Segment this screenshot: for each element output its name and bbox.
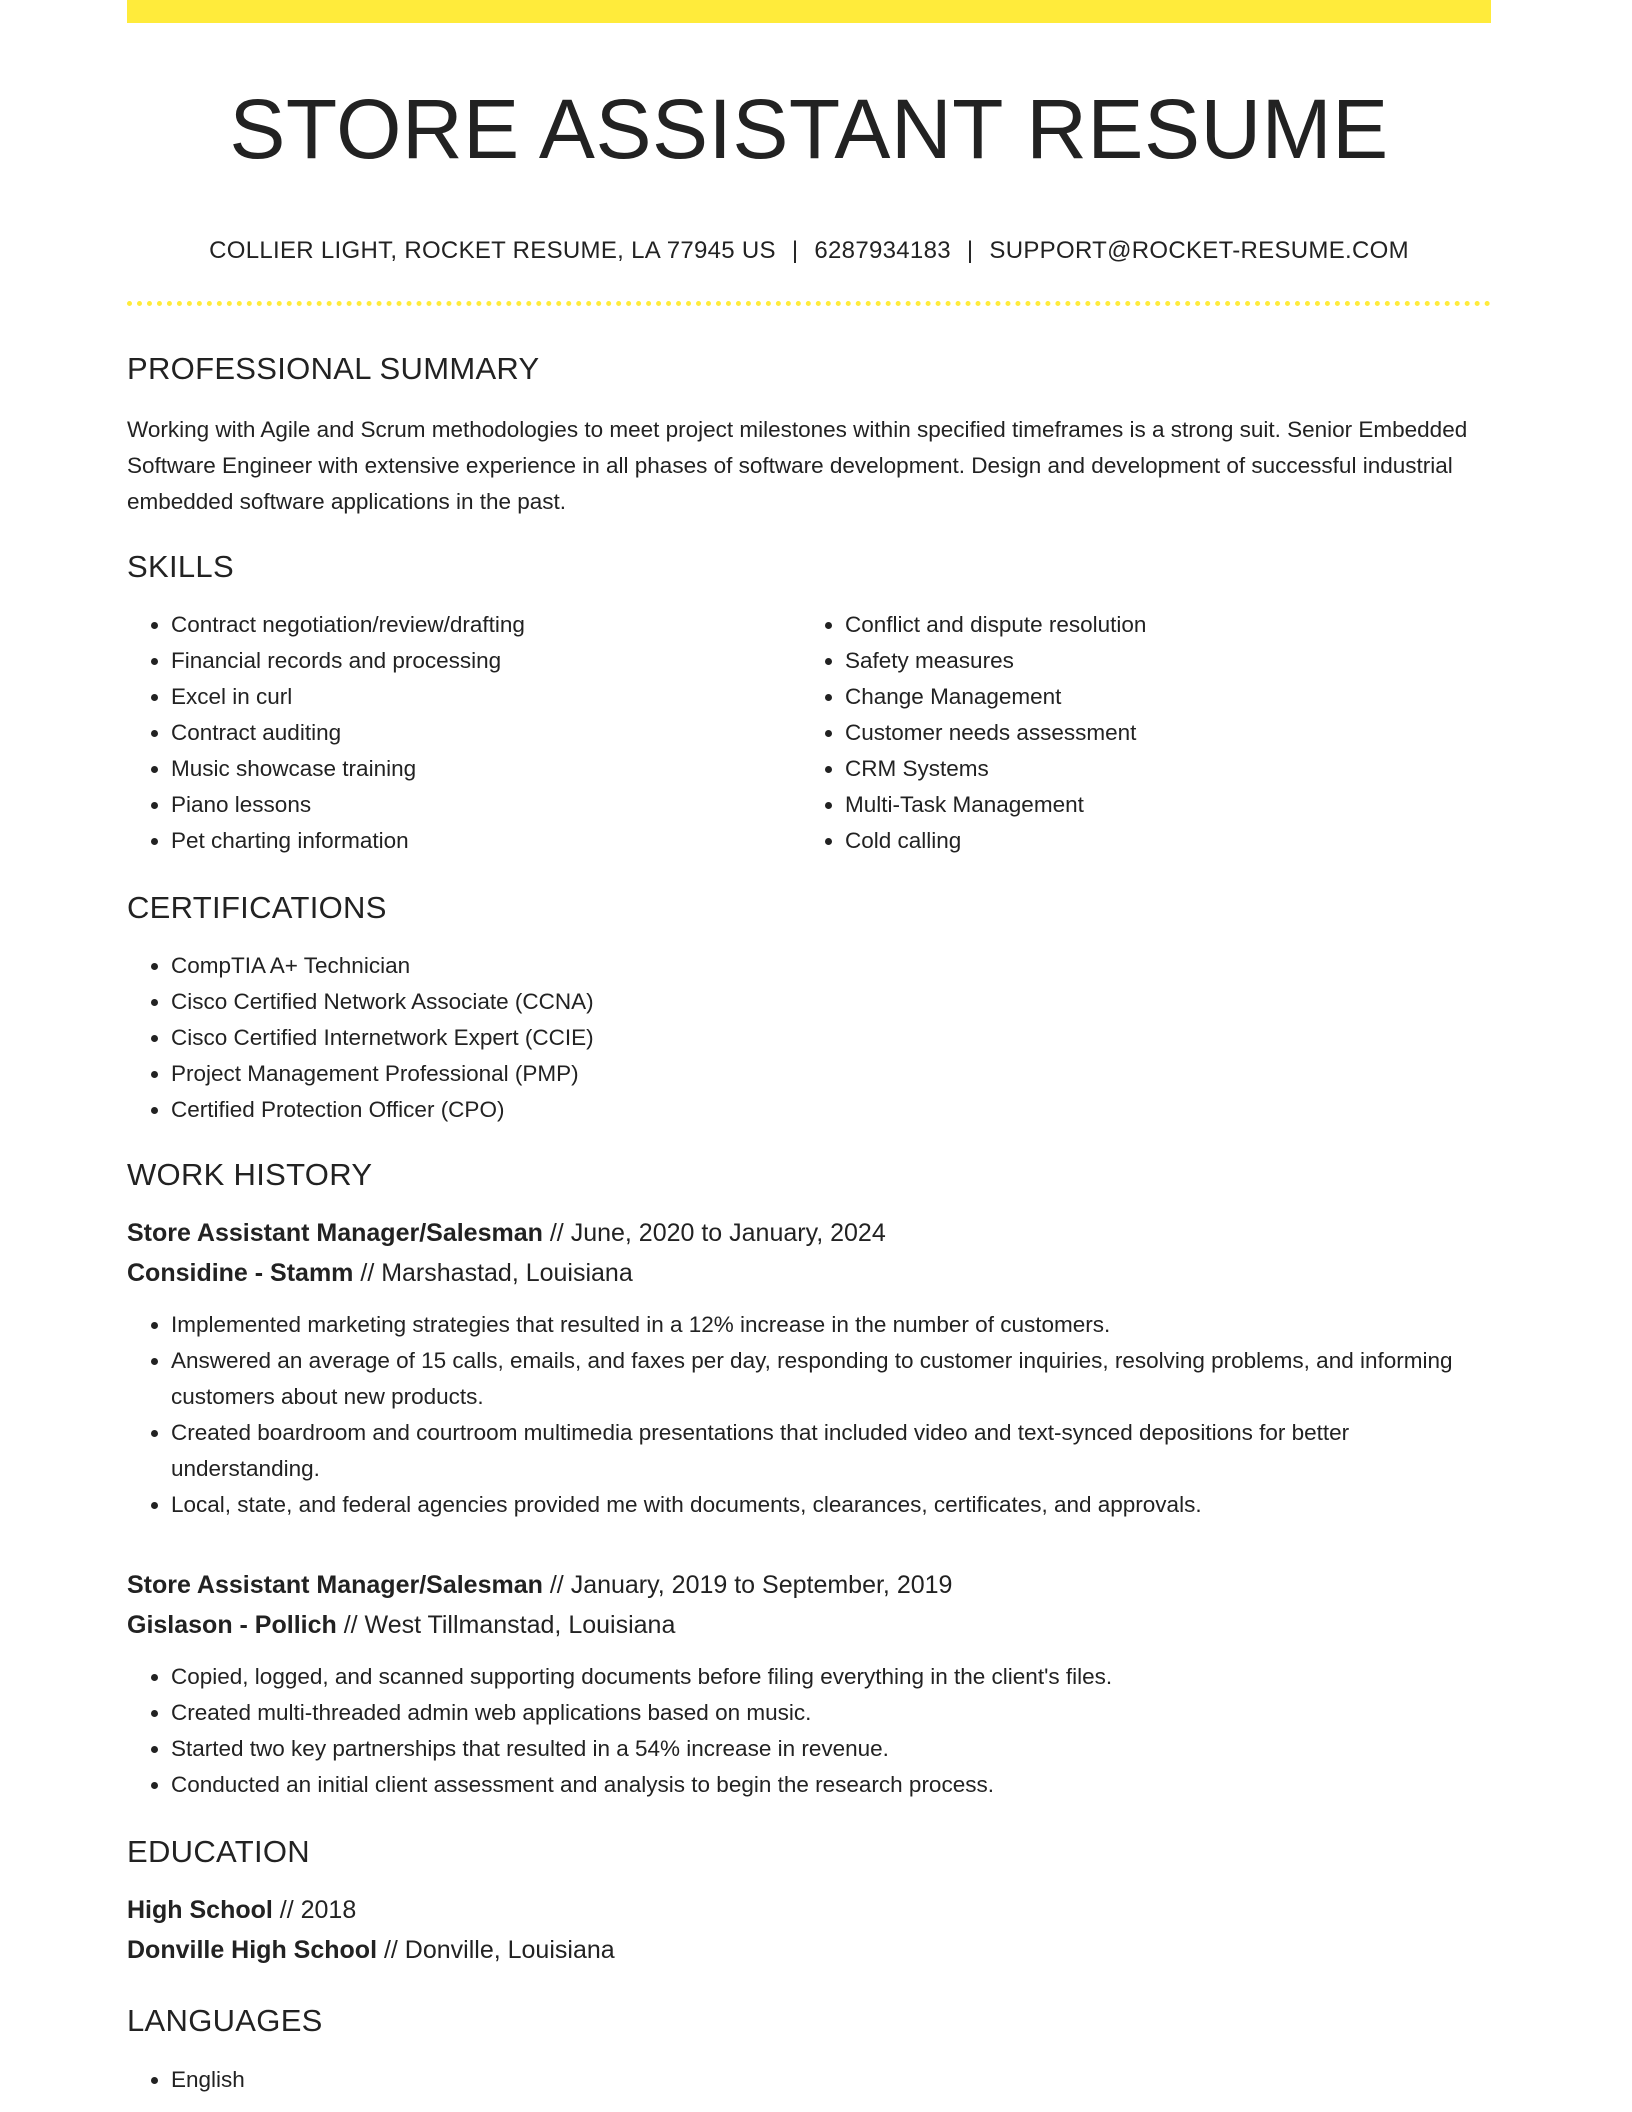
job-company: Considine - Stamm (127, 1259, 354, 1288)
job-title-line (127, 1565, 1491, 1605)
page-title: STORE ASSISTANT RESUME (229, 82, 1389, 176)
job-title-line (127, 1213, 1491, 1253)
job-company-line (127, 1253, 1491, 1293)
education-location: // Donville, Louisiana (377, 1936, 615, 1965)
job-bullet: • Started two key partnerships that resulted in a 54% increase in revenue. (171, 1731, 1491, 1767)
job-location: // West Tillmanstad, Louisiana (336, 1611, 676, 1640)
skill-item: • Contract negotiation/review/drafting (171, 607, 801, 643)
contact-separator: | (966, 237, 974, 265)
job-bullet: • Local, state, and federal agencies provided me with documents, clearances, certificates, and approvals. (171, 1487, 1491, 1523)
skill-item: • Change Management (845, 679, 1475, 715)
education-degree-line (127, 1890, 1491, 1930)
education-heading: EDUCATION (127, 1834, 310, 1870)
education-degree: High School (127, 1896, 273, 1925)
contact-line (127, 237, 1491, 265)
certifications-list (127, 948, 1491, 1128)
certification-item: • CompTIA A+ Technician (171, 948, 1491, 984)
certification-item: • Cisco Certified Internetwork Expert (CCIE) (171, 1020, 1491, 1056)
job-bullet: • Created boardroom and courtroom multimedia presentations that included video and text-synced depositions for better understanding. (171, 1415, 1491, 1487)
contact-address: COLLIER LIGHT, ROCKET RESUME, LA 77945 US (209, 237, 776, 265)
work-history-heading: WORK HISTORY (127, 1156, 373, 1192)
job-bullet: • Conducted an initial client assessment and analysis to begin the research process. (171, 1767, 1491, 1803)
skills-heading: SKILLS (127, 548, 234, 584)
job-title: Store Assistant Manager/Salesman (127, 1571, 543, 1600)
resume-content (127, 23, 1491, 2098)
languages-heading: LANGUAGES (127, 2003, 323, 2039)
skill-item: • Customer needs assessment (845, 715, 1475, 751)
language-item: • English (171, 2062, 1491, 2098)
skill-item: • Conflict and dispute resolution (845, 607, 1475, 643)
job-entry (127, 1213, 1491, 1523)
job-bullet: • Copied, logged, and scanned supporting documents before filing everything in the client's files. (171, 1659, 1491, 1695)
summary-heading: PROFESSIONAL SUMMARY (127, 351, 540, 387)
skill-item: • Financial records and processing (171, 643, 801, 679)
job-bullet: • Answered an average of 15 calls, emails, and faxes per day, responding to customer inquiries, resolving problems, and informing customers about new products. (171, 1343, 1491, 1415)
education-year: // 2018 (272, 1896, 357, 1925)
skill-item: • Pet charting information (171, 823, 801, 859)
contact-email: SUPPORT@ROCKET-RESUME.COM (989, 237, 1409, 265)
job-title: Store Assistant Manager/Salesman (127, 1219, 543, 1248)
dotted-divider (127, 301, 1491, 306)
skill-item: • Cold calling (845, 823, 1475, 859)
job-bullet: • Created multi-threaded admin web applications based on music. (171, 1695, 1491, 1731)
education-school-line (127, 1930, 1491, 1970)
job-bullet: • Implemented marketing strategies that resulted in a 12% increase in the number of customers. (171, 1307, 1491, 1343)
job-bullets (127, 1307, 1491, 1523)
languages-list (127, 2062, 1491, 2098)
skill-item: • Multi-Task Management (845, 787, 1475, 823)
summary-text: Working with Agile and Scrum methodologies to meet project milestones within specified timeframes is a strong suit. Senior Embedded Software Engineer with extensive experience in all phases of software development. Design and development of successful industrial embedded software applications in the past. (127, 416, 1468, 514)
job-location: // Marshastad, Louisiana (353, 1259, 633, 1288)
job-entry (127, 1565, 1491, 1803)
certification-item: • Project Management Professional (PMP) (171, 1056, 1491, 1092)
skill-item: • Music showcase training (171, 751, 801, 787)
skills-columns (127, 607, 1491, 859)
accent-top-bar (127, 0, 1491, 23)
skill-item: • Contract auditing (171, 715, 801, 751)
job-company-line (127, 1605, 1491, 1645)
skill-item: • Excel in curl (171, 679, 801, 715)
job-dates: // January, 2019 to September, 2019 (542, 1571, 953, 1600)
job-dates: // June, 2020 to January, 2024 (542, 1219, 886, 1248)
certification-item: • Cisco Certified Network Associate (CCNA) (171, 984, 1491, 1020)
education-entry (127, 1890, 1491, 1970)
certification-item: • Certified Protection Officer (CPO) (171, 1092, 1491, 1128)
skill-item: • CRM Systems (845, 751, 1475, 787)
skill-item: • Piano lessons (171, 787, 801, 823)
skills-list-left (127, 607, 801, 859)
contact-phone: 6287934183 (814, 237, 951, 265)
skill-item: • Safety measures (845, 643, 1475, 679)
job-bullets (127, 1659, 1491, 1803)
certifications-heading: CERTIFICATIONS (127, 889, 387, 925)
contact-separator: | (791, 237, 799, 265)
skills-list-right (801, 607, 1475, 859)
education-school: Donville High School (127, 1936, 378, 1965)
job-company: Gislason - Pollich (127, 1611, 337, 1640)
